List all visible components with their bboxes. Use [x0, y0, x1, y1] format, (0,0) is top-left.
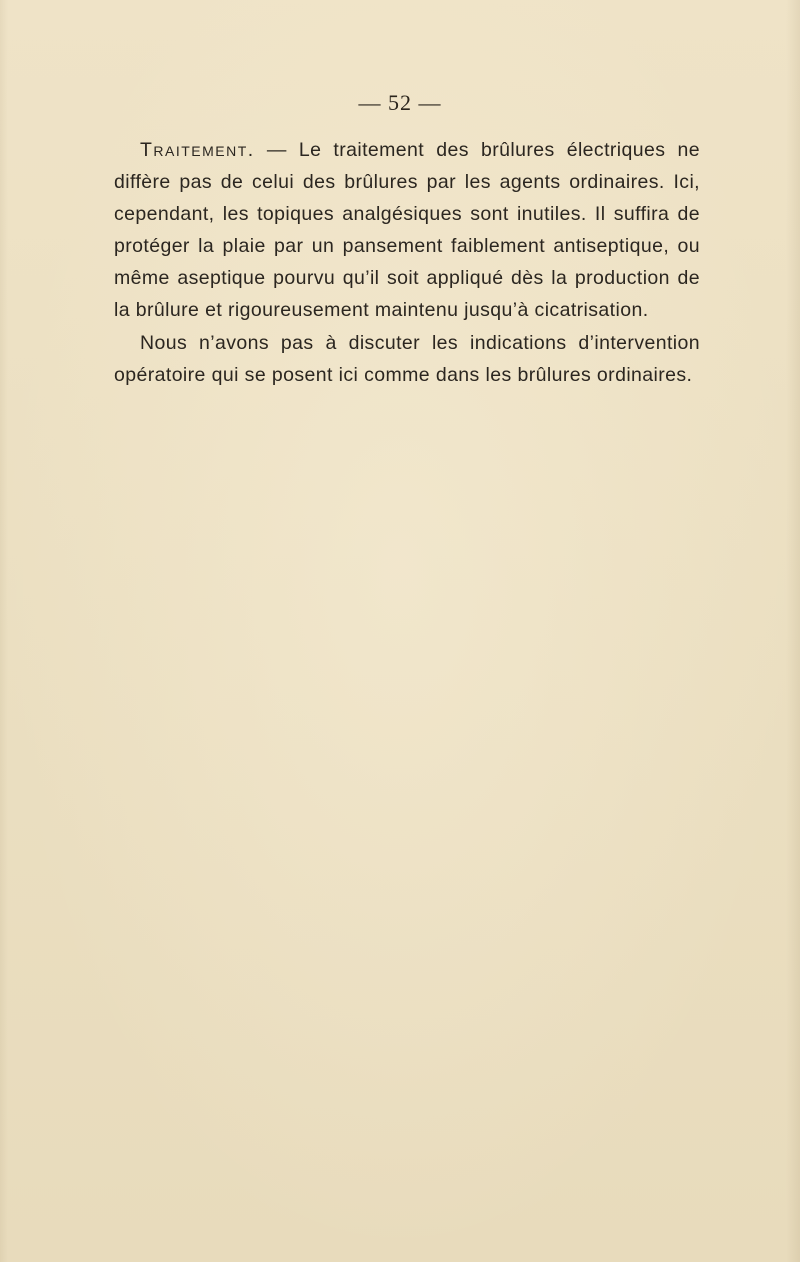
page-right-shadow — [786, 0, 800, 1262]
body-text — [114, 134, 700, 391]
section-heading: Traitement. — [140, 139, 255, 161]
paragraph-text: Nous n’avons pas à discuter les indications d’intervention opératoire qui se posent ici comme dans les brûlures ordinaires. — [114, 331, 700, 386]
paragraph-intervention — [114, 327, 700, 391]
paragraph-treatment — [114, 134, 700, 327]
paragraph-text: — Le traitement des brûlures électriques ne diffère pas de celui des brûlures par les agents ordinaires. Ici, cependant, les topiques analgésiques sont inutiles. Il suffira de protéger la plaie par un pansement faiblement antiseptique, ou même aseptique pourvu qu’il soit appliqué dès la production de la brûlure et rigoureusement maintenu jusqu’à cicatrisation. — [114, 139, 700, 322]
page-left-shadow — [0, 0, 8, 1262]
page-number: — 52 — — [358, 90, 442, 115]
